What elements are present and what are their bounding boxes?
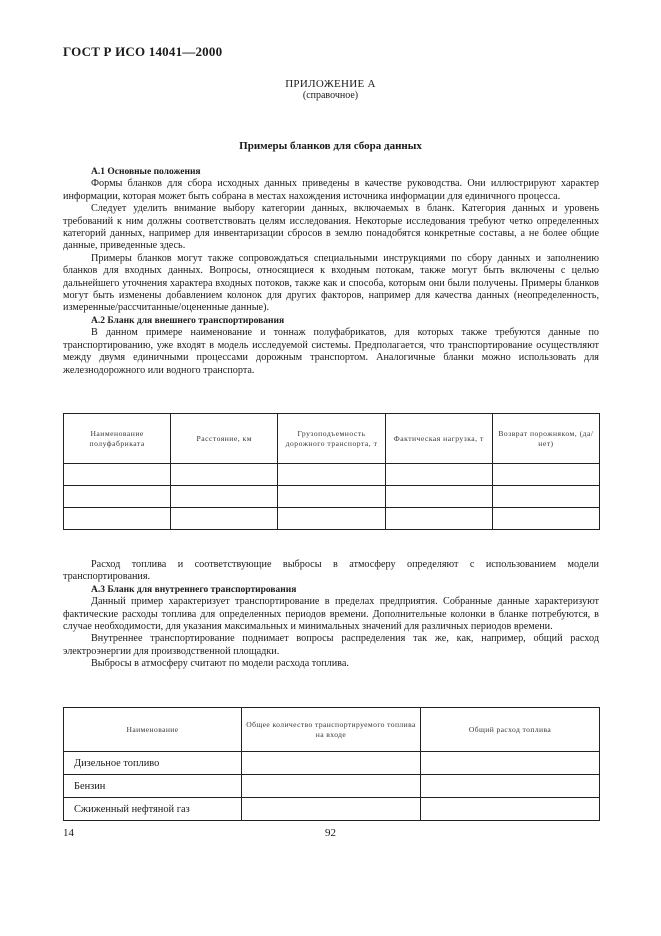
table-header-cell: Грузоподъемность дорожного транспорта, т xyxy=(278,414,385,464)
table-header-row xyxy=(64,414,600,464)
fuel-type-label: Сжиженный нефтяной газ xyxy=(64,798,242,821)
table-cell[interactable] xyxy=(421,752,600,775)
fuel-type-label: Бензин xyxy=(64,775,242,798)
internal-transport-table xyxy=(63,707,600,821)
section-2-paragraph: В данном примере наименование и тоннаж полуфабрикатов, для которых также требуются данные по транспортированию, уже входят в модель исследуемой системы. Предполагается, что транспортирование осуществляют между двумя единичными процессами дорожным транспортом. Аналогичные бланки можно использовать для железнодорожного или водного транспорта. xyxy=(63,327,599,376)
table-cell[interactable] xyxy=(492,486,599,508)
standard-header: ГОСТ Р ИСО 14041—2000 xyxy=(63,44,223,59)
appendix-subtitle: (справочное) xyxy=(302,90,359,101)
section-1-heading: А.1 Основные положения xyxy=(91,167,201,177)
section-1-paragraph: Формы бланков для сбора исходных данных приведены в качестве руководства. Они иллюстрируют характер информации, которая может быть собрана в местах нахождения источника информации для единичного процесса. xyxy=(63,178,599,202)
table-cell[interactable] xyxy=(385,464,492,486)
table-header-cell: Общий расход топлива xyxy=(421,708,600,752)
section-3-paragraph: Данный пример характеризует транспортирование в пределах предприятия. Собранные данные характеризуют фактические расходы топлива для определенных периодов времени. Дополнительные колонки в бланке потребуются, в случае необходимости, для указания максимальных и минимальных значений для различных периодов времени. xyxy=(63,596,599,633)
table-cell[interactable] xyxy=(278,508,385,530)
section-2-heading: А.2 Бланк для внешнего транспортирования xyxy=(91,315,285,326)
section-3-paragraph: Внутреннее транспортирование поднимает вопросы распределения так же, как, например, общий расход электроэнергии для производственной площадки. xyxy=(63,633,599,657)
table-header-row xyxy=(64,708,600,752)
section-1-paragraph: Примеры бланков могут также сопровождаться специальными инструкциями по сбору данных и заполнению бланков для входных данных. Вопросы, относящиеся к входным потокам, также могут быть включены с целью дальнейшего уточнения характера входных потоков, также как и способа, которым они были получены. Примеры бланков могут быть изменены добавлением колонок для других факторов, например для качества данных (неопределенность, измеренные/рассчитанные/оцененные данные). xyxy=(63,252,599,314)
fuel-type-label: Дизельное топливо xyxy=(64,752,242,775)
table-header-cell: Наименование полуфабриката xyxy=(64,414,171,464)
table-header-cell: Расстояние, км xyxy=(171,414,278,464)
appendix-title: ПРИЛОЖЕНИЕ А xyxy=(285,78,376,90)
table-cell[interactable] xyxy=(492,508,599,530)
table-cell[interactable] xyxy=(385,508,492,530)
table-row xyxy=(64,775,600,798)
page-number-left: 14 xyxy=(63,827,74,839)
table-row xyxy=(64,508,600,530)
table-cell[interactable] xyxy=(171,486,278,508)
table-cell[interactable] xyxy=(171,508,278,530)
table-cell[interactable] xyxy=(421,798,600,821)
table-cell[interactable] xyxy=(242,775,421,798)
table-cell[interactable] xyxy=(492,464,599,486)
section-1 xyxy=(63,166,599,377)
table-cell[interactable] xyxy=(421,775,600,798)
section-3-heading: А.3 Бланк для внутреннего транспортирования xyxy=(91,584,297,595)
table-cell[interactable] xyxy=(64,508,171,530)
table-cell[interactable] xyxy=(278,486,385,508)
table-cell[interactable] xyxy=(64,464,171,486)
table-cell[interactable] xyxy=(385,486,492,508)
table-cell[interactable] xyxy=(278,464,385,486)
table-row xyxy=(64,486,600,508)
page-number-center: 92 xyxy=(325,827,336,839)
section-1-paragraph: Следует уделить внимание выбору категории данных, включаемых в бланк. Категория данных и уровень требований к ним должны соответствовать целям исследования. Некоторые исследования требуют четко определенных категорий данных, например для инвентаризации сбросов в землю понадобятся конкретные составы, а не более общие данные, приведенные здесь. xyxy=(63,203,599,252)
section-3 xyxy=(63,559,599,671)
table-cell[interactable] xyxy=(64,486,171,508)
table-row xyxy=(64,752,600,775)
table-header-cell: Общее количество транспортируемого топлива на входе xyxy=(242,708,421,752)
main-title: Примеры бланков для сбора данных xyxy=(239,140,422,152)
table-row xyxy=(64,464,600,486)
external-transport-table xyxy=(63,413,600,530)
table-header-cell: Фактическая нагрузка, т xyxy=(385,414,492,464)
section-3-paragraph: Выбросы в атмосферу считают по модели расхода топлива. xyxy=(91,658,349,670)
table-header-cell: Наименование xyxy=(64,708,242,752)
table-cell[interactable] xyxy=(171,464,278,486)
table-row xyxy=(64,798,600,821)
after-table-paragraph: Расход топлива и соответствующие выбросы в атмосферу определяют с использованием модели транспортирования. xyxy=(63,559,599,583)
table-header-cell: Возврат порожняком, (да/нет) xyxy=(492,414,599,464)
table-cell[interactable] xyxy=(242,752,421,775)
table-cell[interactable] xyxy=(242,798,421,821)
